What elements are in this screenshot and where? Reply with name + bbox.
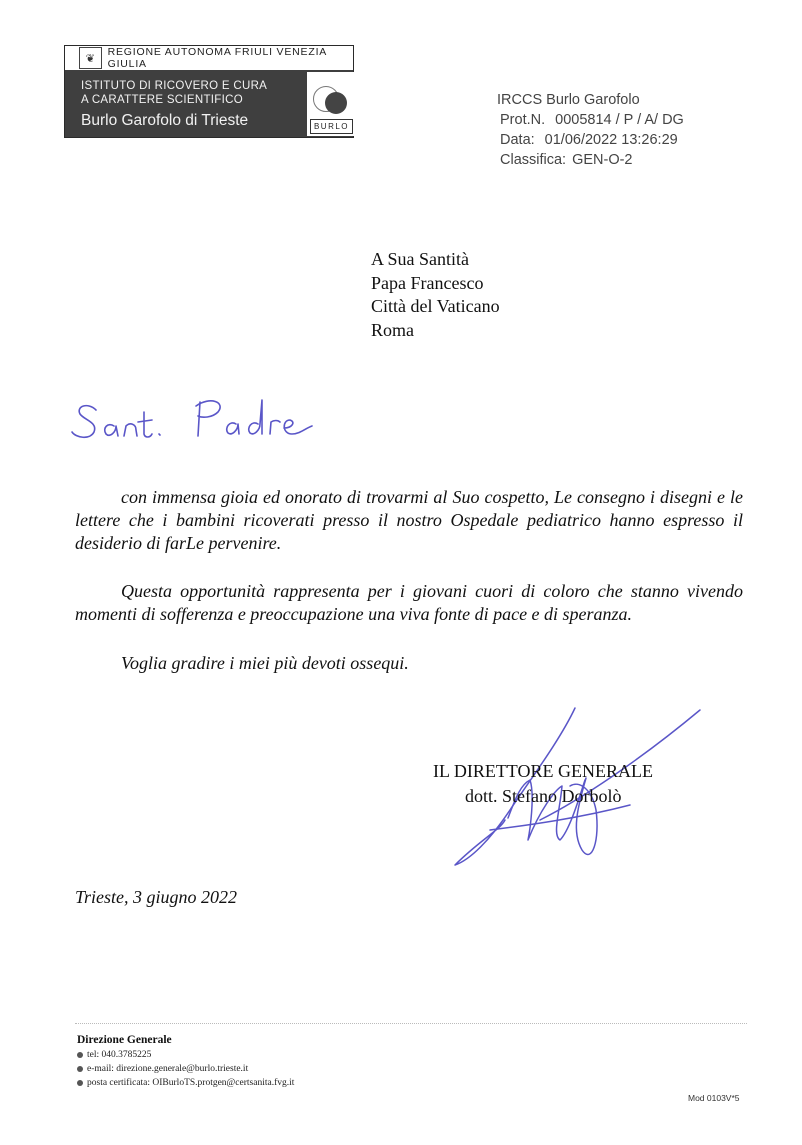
institute-logo	[64, 45, 354, 138]
footer-divider	[75, 1023, 747, 1024]
protocol-class-label: Classifica:	[500, 152, 567, 168]
protocol-date-value: 01/06/2022 13:26:29	[544, 132, 678, 148]
region-emblem-icon: ❦	[79, 47, 102, 69]
addressee-line-1: A Sua Santità	[371, 249, 469, 269]
addressee-line-4: Roma	[371, 319, 414, 340]
bullet-icon	[77, 1080, 83, 1086]
protocol-class-row	[500, 152, 633, 168]
bullet-icon	[77, 1052, 83, 1058]
addressee-line-2: Papa Francesco	[371, 272, 484, 293]
protocol-class-value: GEN-O-2	[572, 152, 633, 168]
body-paragraph-1: con immensa gioia ed onorato di trovarmi al Suo cospetto, Le consegno i disegni e le lettere che i bambini ricoverati presso il nostro Ospedale pediatrico hanno espresso il desiderio di farLe pervenire.	[75, 487, 743, 553]
footer-email: e-mail: direzione.generale@burlo.trieste.it	[87, 1064, 249, 1074]
protocol-number-row	[500, 112, 684, 128]
footer-title: Direzione Generale	[77, 1034, 172, 1046]
protocol-date-label: Data:	[500, 132, 535, 148]
footer-tel-row	[77, 1050, 151, 1060]
logo-region-bar	[65, 46, 353, 70]
logo-line-2: A CARATTERE SCIENTIFICO	[81, 94, 243, 106]
footer-pec: posta certificata: OIBurloTS.protgen@certsanita.fvg.it	[87, 1078, 295, 1088]
footer-pec-row	[77, 1078, 294, 1088]
form-code: Mod 0103V*5	[688, 1093, 740, 1103]
place-date: Trieste, 3 giugno 2022	[75, 887, 238, 907]
bullet-icon	[77, 1066, 83, 1072]
protocol-number-label: Prot.N.	[500, 112, 546, 128]
mark-label: BURLO	[310, 119, 353, 134]
handwritten-salutation	[70, 388, 320, 448]
mark-circle-fill	[325, 92, 347, 114]
burlo-mark-icon	[307, 72, 355, 136]
logo-institute-name: Burlo Garofolo di Trieste	[81, 112, 249, 129]
signatory-title: IL DIRETTORE GENERALE	[433, 761, 653, 781]
footer-tel: tel: 040.3785225	[87, 1050, 152, 1060]
body-paragraph-2: Questa opportunità rappresenta per i giovani cuori di coloro che stanno vivendo momenti di sofferenza e preoccupazione una viva fonte di pace e di speranza.	[75, 581, 743, 624]
footer-email-row	[77, 1064, 248, 1074]
logo-line-1: ISTITUTO DI RICOVERO E CURA	[81, 80, 268, 92]
protocol-date-row	[500, 132, 678, 148]
addressee-block	[371, 248, 500, 342]
addressee-line-3: Città del Vaticano	[371, 296, 500, 316]
protocol-institute: IRCCS Burlo Garofolo	[497, 92, 640, 108]
logo-name-panel	[65, 70, 353, 137]
body-paragraph-3: Voglia gradire i miei più devoti ossequi.	[121, 653, 409, 673]
protocol-number-value: 0005814 / P / A/ DG	[555, 112, 684, 128]
logo-region-text: REGIONE AUTONOMA FRIULI VENEZIA GIULIA	[107, 46, 327, 70]
signatory-name: dott. Stefano Dorbolò	[465, 786, 622, 806]
